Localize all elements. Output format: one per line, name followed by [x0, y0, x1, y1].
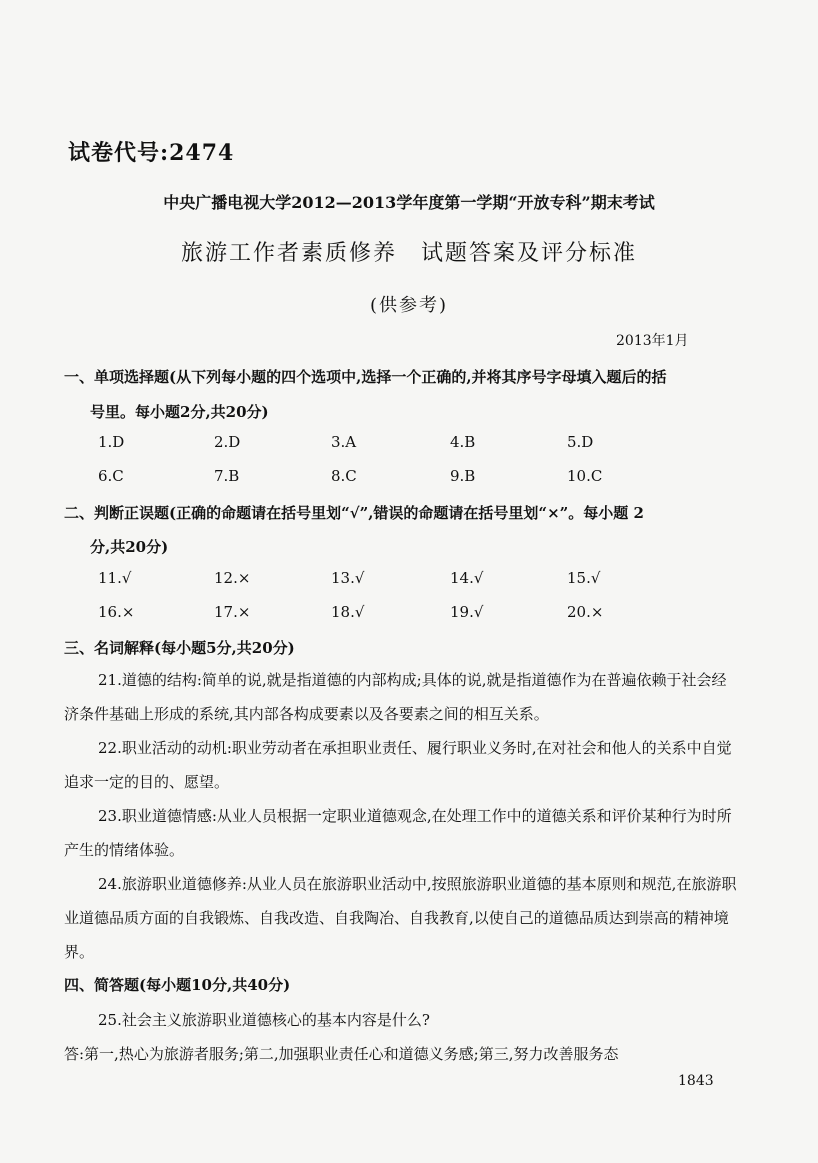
answer-17: 17.× [214, 603, 251, 621]
answer-3: 3.A [331, 433, 357, 451]
answer-11: 11.√ [98, 569, 132, 587]
definition-22 [64, 731, 738, 799]
answer-16: 16.× [98, 603, 135, 621]
answer-12: 12.× [214, 569, 251, 587]
section1-heading: 一、单项选择题(从下列每小题的四个选项中,选择一个正确的,并将其序号字母填入题后的括 [64, 368, 667, 386]
answer-19: 19.√ [450, 603, 484, 621]
answer-20: 20.× [567, 603, 604, 621]
exam-header: 中央广播电视大学2012—2013学年度第一学期“开放专科”期末考试 [163, 193, 655, 212]
definition-24 [64, 867, 738, 969]
definition-21-text: 21.道德的结构:简单的说,就是指道德的内部构成;具体的说,就是指道德作为在普遍依赖于社会经济条件基础上形成的系统,其内部各构成要素以及各要素之间的相互关系。 [64, 671, 727, 723]
answer-2: 2.D [214, 433, 241, 451]
question-25: 25.社会主义旅游职业道德核心的基本内容是什么? [98, 1011, 430, 1029]
answer-8: 8.C [331, 467, 357, 485]
reference-note: (供参考) [369, 295, 449, 316]
answer-9: 9.B [450, 467, 476, 485]
answer-18: 18.√ [331, 603, 365, 621]
definition-24-text: 24.旅游职业道德修养:从业人员在旅游职业活动中,按照旅游职业道德的基本原则和规范,在旅游职业道德品质方面的自我锻炼、自我改造、自我陶冶、自我教育,以使自己的道德品质达到崇高的精神境界。 [64, 875, 737, 961]
answer-1: 1.D [98, 433, 125, 451]
section2-heading: 二、判断正误题(正确的命题请在括号里划“√”,错误的命题请在括号里划“×”。每小题 2 [64, 504, 644, 522]
definition-21 [64, 663, 738, 731]
section1-heading-cont: 号里。每小题2分,共20分) [90, 403, 269, 421]
answer-5: 5.D [567, 433, 594, 451]
document-title: 旅游工作者素质修养 试题答案及评分标准 [180, 241, 637, 266]
section2-heading-cont: 分,共20分) [90, 538, 169, 556]
answer-15: 15.√ [567, 569, 601, 587]
answer-4: 4.B [450, 433, 476, 451]
definition-23 [64, 799, 738, 867]
definition-22-text: 22.职业活动的动机:职业劳动者在承担职业责任、履行职业义务时,在对社会和他人的关系中自觉追求一定的目的、愿望。 [64, 739, 732, 791]
definition-23-text: 23.职业道德情感:从业人员根据一定职业道德观念,在处理工作中的道德关系和评价某种行为时所产生的情绪体验。 [64, 807, 732, 859]
page-number: 1843 [678, 1073, 714, 1089]
exam-date: 2013年1月 [616, 333, 689, 349]
paper-code: 试卷代号:2474 [68, 140, 235, 166]
answer-7: 7.B [214, 467, 240, 485]
section4-heading: 四、简答题(每小题10分,共40分) [64, 976, 291, 994]
answer-6: 6.C [98, 467, 124, 485]
section3-heading: 三、名词解释(每小题5分,共20分) [64, 639, 295, 657]
answer-13: 13.√ [331, 569, 365, 587]
answer-14: 14.√ [450, 569, 484, 587]
answer-10: 10.C [567, 467, 603, 485]
answer-25: 答:第一,热心为旅游者服务;第二,加强职业责任心和道德义务感;第三,努力改善服务态 [64, 1045, 619, 1063]
